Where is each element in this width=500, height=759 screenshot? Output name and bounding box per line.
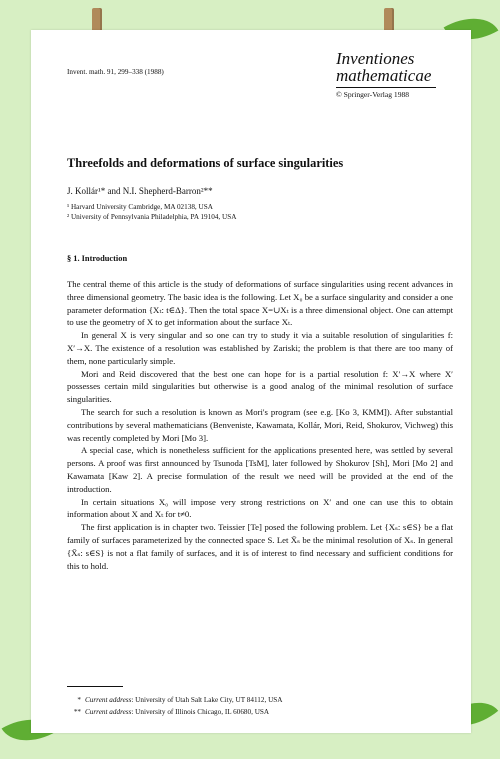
footnote bbox=[67, 706, 282, 718]
brand-title-line1: Inventiones bbox=[336, 49, 415, 68]
copyright-notice: © Springer-Verlag 1988 bbox=[336, 90, 410, 99]
paper-title: Threefolds and deformations of surface singularities bbox=[67, 156, 344, 170]
affiliation-2: ² University of Pennsylvania Philadelphia, PA 19104, USA bbox=[67, 213, 237, 221]
paragraph: The search for such a resolution is known as Mori's program (see e.g. [Ko 3, KMM]). After substantial contributions by several mathematicians (Benveniste, Kawamata, Kollár, Mori, Reid, Shokurov, Vichweg) this was recently completed by Mori [Mo 3]. bbox=[67, 406, 453, 443]
footnote-mark: * bbox=[77, 696, 81, 704]
footnote-label: Current address bbox=[85, 708, 132, 716]
footnote-text: : University of Utah Salt Lake City, UT 84112, USA bbox=[131, 696, 283, 704]
journal-brand bbox=[336, 50, 456, 99]
footnote-text: : University of Illinois Chicago, IL 60680, USA bbox=[131, 708, 270, 716]
brand-divider bbox=[336, 87, 436, 88]
brand-title-line2: mathematicae bbox=[336, 66, 432, 85]
paragraph: The central theme of this article is the study of deformations of surface singularities using recent advances in three dimensional geometry. The basic idea is the following. Let X₀ be a surface singularity and consider a one parameter deformation {Xₜ: t∈Δ}. Then the total space X=∪Xₜ is a three dimensional object. One can attempt to use the geometry of X to get information about the surface Xₜ. bbox=[67, 279, 453, 328]
affiliation-1: ¹ Harvard University Cambridge, MA 02138, USA bbox=[67, 203, 213, 211]
paragraph: The first application is in chapter two. Teissier [Te] posed the following problem. Let {Xₛ: s∈S} be a flat family of surfaces parameterized by the connected space S. Let X̄ₛ be the minimal resolution of Xₛ. In general {X̄ₛ: s∈S} is not a flat family of surfaces, and it is of interest to find necessary and sufficient conditions for this to hold. bbox=[67, 522, 453, 571]
paper-page bbox=[31, 30, 471, 733]
footnotes bbox=[67, 694, 282, 718]
footnote-mark: ** bbox=[73, 708, 81, 716]
journal-citation: Invent. math. 91, 299–338 (1988) bbox=[67, 68, 164, 76]
paragraph: In general X is very singular and so one can try to study it via a suitable resolution of singularities f: X′→X. The existence of a resolution was established by Zariski; the problem is that there are too many of them, none particularly simple. bbox=[67, 330, 453, 366]
section-heading: § 1. Introduction bbox=[67, 254, 128, 263]
footnote-divider bbox=[67, 686, 123, 687]
paragraph: Mori and Reid discovered that the best one can hope for is a partial resolution f: X′→X where X′ possesses certain mild singularities but otherwise is a good analog of the minimal resolution of surface singularities. bbox=[67, 368, 453, 405]
paragraph: In certain situations X₀ will impose very strong restrictions on X′ and one can use this to obtain information about X and Xₜ for t≠0. bbox=[67, 496, 453, 520]
authors-line: J. Kollár¹* and N.I. Shepherd-Barron²** bbox=[67, 186, 213, 196]
paragraph: A special case, which is nonetheless sufficient for the applications presented here, was settled by several persons. A proof was first announced by Tsunoda [TsM], later followed by Shokurov [Sh], Mori [Mo 2] and Kawamata [Kaw 2]. A precise formulation of the result we need will be provided at the end of the introduction. bbox=[67, 445, 453, 494]
footnote bbox=[67, 694, 282, 706]
footnote-label: Current address bbox=[85, 696, 132, 704]
body-text bbox=[67, 278, 453, 572]
